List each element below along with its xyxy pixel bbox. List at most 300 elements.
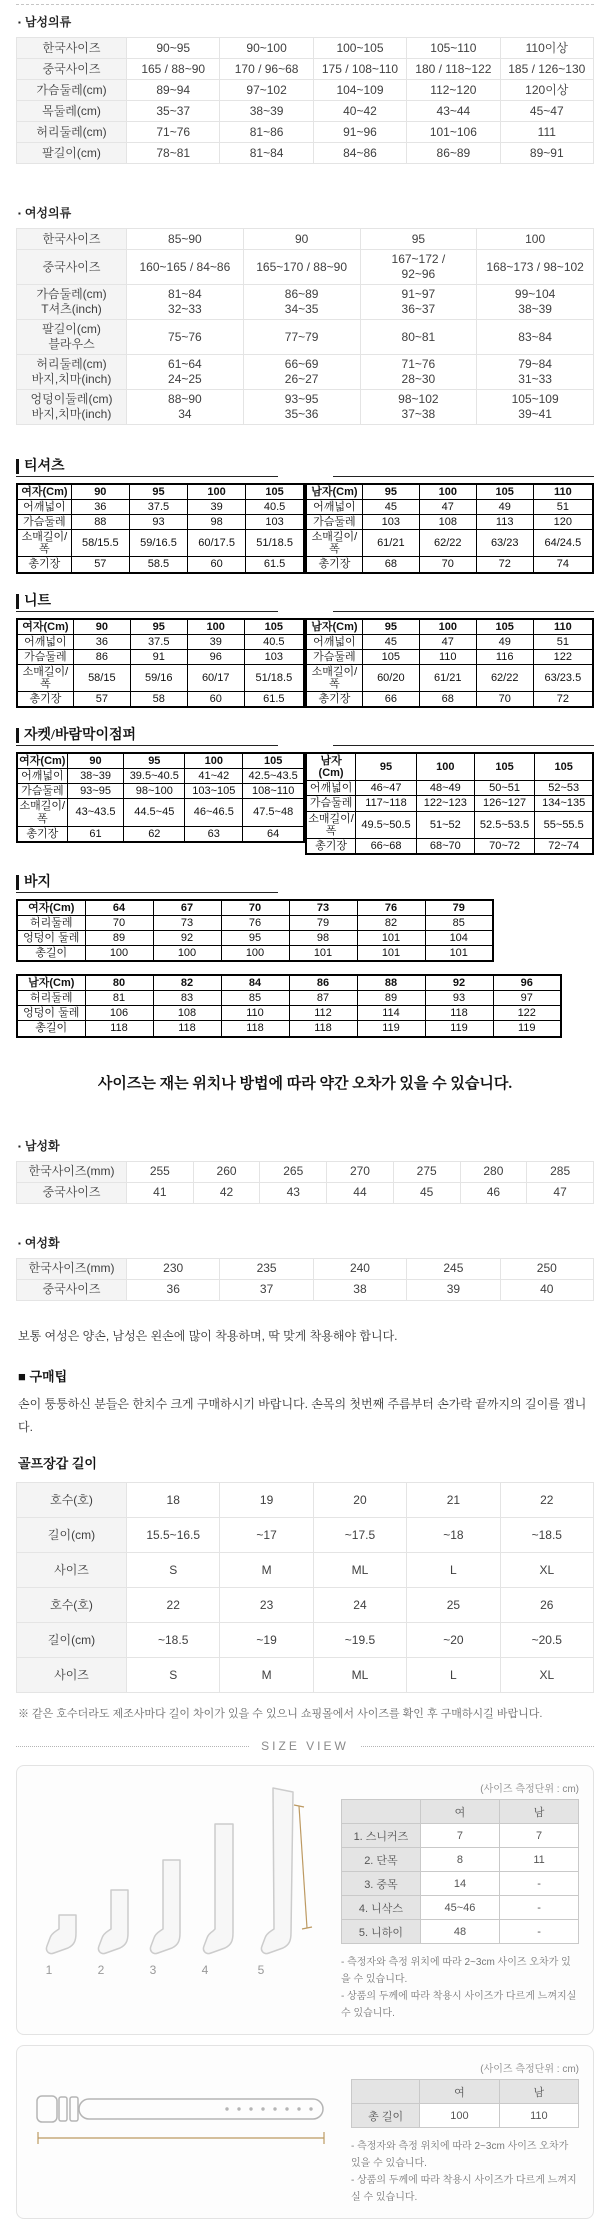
row-label: 길이(cm) (17, 1623, 127, 1658)
row-label: 허리둘레 (17, 991, 85, 1006)
row-label: 팔길이(cm) 블라우스 (17, 320, 127, 355)
table-row (17, 930, 493, 945)
golf-glove-heading: 골프장갑 길이 (18, 1456, 97, 1472)
table-row (342, 1848, 579, 1872)
table-row (17, 799, 304, 826)
table-cell: 92 (153, 930, 221, 945)
table-cell: 61/21 (419, 664, 476, 691)
row-label: 한국사이즈(mm) (17, 1161, 127, 1182)
table-cell: 70 (419, 557, 476, 573)
size-view-label: SIZE VIEW (261, 1739, 349, 1754)
row-label: 호수(호) (17, 1483, 127, 1518)
row-label: 총 길이 (352, 2104, 420, 2128)
table-row (17, 692, 304, 708)
table-cell: 91 (130, 649, 187, 664)
sock-number-label: 3 (149, 1963, 157, 1978)
table-cell: 72 (476, 557, 533, 573)
table-cell: 68~70 (416, 838, 474, 854)
table-cell: 93~95 (67, 784, 124, 799)
column-header: 여자(Cm) (17, 753, 67, 769)
table-cell: 60/17 (187, 664, 244, 691)
column-header: 남자(Cm) (306, 619, 362, 635)
table-cell: 110 (221, 1006, 289, 1021)
row-label: 가슴둘레 (306, 515, 362, 530)
table-cell: 104~109 (313, 80, 406, 101)
table-row (306, 557, 593, 573)
table-cell: 119 (357, 1021, 425, 1037)
column-header (342, 1800, 421, 1824)
table-cell: 105~109 39~41 (477, 390, 594, 425)
table-cell: 47 (419, 634, 476, 649)
table-cell: 83~84 (477, 320, 594, 355)
table-cell: 96 (187, 649, 244, 664)
heading-underline (333, 590, 595, 612)
table-cell: 112 (289, 1006, 357, 1021)
measure-disclaimer: 사이즈는 재는 위치나 방법에 따라 약간 오차가 있을 수 있습니다. (97, 1075, 513, 1092)
row-label: 소매길이/폭 (17, 799, 67, 826)
table-cell: 23 (220, 1588, 313, 1623)
column-header: 105 (244, 619, 304, 635)
table (305, 752, 594, 855)
table-cell: 8 (420, 1848, 499, 1872)
table-cell: 60/20 (362, 664, 419, 691)
table-cell: 85~90 (127, 229, 244, 250)
heading-text: 티셔츠 (16, 459, 65, 474)
table-cell: 103 (244, 649, 304, 664)
row-label: 총기장 (17, 826, 67, 842)
row-label: 어깨넓이 (306, 500, 362, 515)
table-cell: 60 (187, 692, 244, 708)
table-cell: 57 (71, 557, 129, 573)
heading-text: 구매팁 (29, 1368, 68, 1384)
table-cell: 122 (533, 649, 593, 664)
table-cell: 103 (246, 515, 304, 530)
table-cell: 103~105 (185, 784, 243, 799)
table-cell: L (407, 1553, 500, 1588)
table-row (306, 692, 593, 708)
table-row (17, 1483, 594, 1518)
table-cell: XL (500, 1658, 593, 1693)
table-row (342, 1872, 579, 1896)
table-cell: 45 (393, 1182, 460, 1203)
table-cell: 100 (420, 2104, 499, 2128)
table-cell: ~19 (220, 1623, 313, 1658)
knit-women-table (16, 618, 305, 709)
table-cell: 87 (289, 991, 357, 1006)
column-header: 90 (67, 753, 124, 769)
table-row (17, 355, 594, 390)
table-cell: 45 (362, 634, 419, 649)
table-cell: 106 (85, 1006, 153, 1021)
table-row (352, 2104, 579, 2128)
table-cell: 47 (419, 500, 476, 515)
table-cell: 250 (500, 1258, 593, 1279)
table-row (17, 557, 304, 573)
bullet-icon: ▪ (18, 1141, 21, 1151)
table-cell: 45~46 (420, 1896, 499, 1920)
table (16, 1161, 594, 1204)
row-label: 중국사이즈 (17, 1182, 127, 1203)
table-cell: 168~173 / 98~102 (477, 250, 594, 285)
row-label: 중국사이즈 (17, 1279, 127, 1300)
table-cell: ~20.5 (500, 1623, 593, 1658)
row-label: 가슴둘레 (17, 515, 71, 530)
table-cell: 40.5 (244, 634, 304, 649)
table-cell: 62/22 (476, 664, 533, 691)
belt-size-panel (351, 2058, 579, 2206)
sock-2-shape (98, 1890, 128, 1954)
table-cell: 88 (71, 515, 129, 530)
column-header: 100 (419, 484, 476, 500)
heading-spacer (333, 871, 595, 893)
table-cell: 112~120 (407, 80, 500, 101)
table-cell: 89 (85, 930, 153, 945)
table-cell: 101 (289, 946, 357, 962)
table-cell: 110이상 (500, 38, 593, 59)
table-cell: 61.5 (244, 692, 304, 708)
table-cell: 61~64 24~25 (127, 355, 244, 390)
table-cell: 40.5 (246, 500, 304, 515)
row-label: 가슴둘레 (17, 649, 73, 664)
womens-shoes-table (16, 1258, 594, 1301)
table-cell: 265 (260, 1161, 327, 1182)
column-header: 76 (357, 900, 425, 916)
table-cell: 72~74 (535, 838, 593, 854)
table-cell: 285 (527, 1161, 594, 1182)
table (305, 618, 594, 709)
column-header: 79 (425, 900, 493, 916)
table-cell: 68 (362, 557, 419, 573)
table-cell: 98 (188, 515, 246, 530)
table (16, 974, 562, 1037)
column-header: 96 (493, 975, 561, 991)
table-cell: 86~89 (407, 143, 500, 164)
belt-keeper (59, 2097, 67, 2121)
table-cell: 98~100 (124, 784, 185, 799)
row-label: 사이즈 (17, 1658, 127, 1693)
table-cell: 36 (127, 1279, 220, 1300)
table-cell: 91~97 36~37 (360, 285, 477, 320)
table-row (17, 1518, 594, 1553)
table-row (17, 229, 594, 250)
table-row (306, 530, 593, 557)
column-header: 여자(Cm) (17, 619, 73, 635)
table-row (17, 649, 304, 664)
header-row (306, 619, 593, 635)
table-cell: 90 (243, 229, 360, 250)
size-view-divider (16, 1739, 594, 1753)
table-cell: 260 (193, 1161, 260, 1182)
table-cell: 89 (357, 991, 425, 1006)
table-cell: 42.5~43.5 (243, 769, 304, 784)
table-row (342, 1896, 579, 1920)
table-cell: 76 (221, 915, 289, 930)
column-header: 남 (500, 1800, 579, 1824)
bullet-icon: ▪ (18, 209, 21, 218)
jacket-men-table (305, 752, 594, 855)
table-cell: 61 (67, 826, 124, 842)
table-cell: 49 (476, 500, 533, 515)
table-cell: 70 (85, 915, 153, 930)
socks-size-table (341, 1799, 579, 1944)
table-cell: 73 (153, 915, 221, 930)
table-cell: 21 (407, 1483, 500, 1518)
table-cell: 81 (85, 991, 153, 1006)
table-row (17, 143, 594, 164)
socks-drawing-svg (31, 1778, 331, 1993)
table-cell: 26 (500, 1588, 593, 1623)
sock-number-label: 5 (257, 1963, 265, 1978)
table (305, 483, 594, 574)
table-cell: 11 (500, 1848, 579, 1872)
table-cell: 122~123 (416, 796, 474, 811)
table-cell: 89~91 (500, 143, 593, 164)
belt-illustration (31, 2058, 341, 2206)
column-header: 105 (476, 619, 533, 635)
sock-5-shape (261, 1788, 293, 1954)
mens-clothing-heading (18, 13, 594, 30)
row-label: 소매길이/폭 (17, 664, 73, 691)
table-cell: 39 (188, 500, 246, 515)
table-cell: 36 (71, 500, 129, 515)
table-cell: 245 (407, 1258, 500, 1279)
table-cell: 98 (289, 930, 357, 945)
table-cell: 44.5~45 (124, 799, 185, 826)
table (16, 618, 305, 709)
row-label: 어깨넓이 (306, 634, 362, 649)
table-cell: 37.5 (130, 634, 187, 649)
table-cell: 100 (85, 946, 153, 962)
table-cell: 63/23 (476, 530, 533, 557)
row-label: 허리둘레(cm) 바지,치마(inch) (17, 355, 127, 390)
column-header: 100 (188, 484, 246, 500)
bullet-icon: ▪ (18, 18, 21, 27)
row-label: 소매길이/폭 (17, 530, 71, 557)
column-header: 105 (243, 753, 304, 769)
column-header: 100 (419, 619, 476, 635)
row-label: 엉덩이 둘레 (17, 930, 85, 945)
table-cell: 117~118 (356, 796, 417, 811)
table (341, 1799, 579, 1944)
header-row (17, 975, 561, 991)
measure-line (38, 2132, 324, 2144)
column-header: 남자(Cm) (306, 484, 362, 500)
column-header: 여자(Cm) (17, 484, 71, 500)
table-cell: 77~79 (243, 320, 360, 355)
row-label: 5. 니하이 (342, 1920, 421, 1944)
note-line: - 상품의 두께에 따라 착용시 사이즈가 다르게 느껴지실 수 있습니다. (341, 1991, 577, 2020)
row-label: 허리둘레(cm) (17, 122, 127, 143)
table-row (17, 769, 304, 784)
table-cell: 101~106 (407, 122, 500, 143)
table-cell: 57 (73, 692, 130, 708)
table-cell: 175 / 108~110 (313, 59, 406, 80)
table-row (17, 1623, 594, 1658)
table-cell: 61.5 (246, 557, 304, 573)
table-cell: 38 (313, 1279, 406, 1300)
table-cell: 41~42 (185, 769, 243, 784)
column-header: 남자(Cm) (306, 753, 356, 781)
table-cell: 99~104 38~39 (477, 285, 594, 320)
table-cell: 118 (289, 1021, 357, 1037)
table-cell: 101 (357, 946, 425, 962)
row-label: 중국사이즈 (17, 59, 127, 80)
column-header: 95 (124, 753, 185, 769)
table-row (306, 781, 593, 796)
column-header: 110 (533, 484, 593, 500)
table-row (17, 784, 304, 799)
table-cell: 66~69 26~27 (243, 355, 360, 390)
table-cell: 100 (221, 946, 289, 962)
row-label: 중국사이즈 (17, 250, 127, 285)
table (16, 752, 305, 843)
belt-buckle (37, 2096, 57, 2122)
belt-size-table (351, 2079, 579, 2128)
golf-glove-note: ※ 같은 호수더라도 제조사마다 길이 차이가 있을 수 있으니 쇼핑몰에서 사이즈를 확인 후 구매하시길 바랍니다. (18, 1708, 543, 1721)
table-row (17, 80, 594, 101)
row-label: 총길이 (17, 946, 85, 962)
sock-number-label: 2 (97, 1963, 105, 1978)
column-header: 여자(Cm) (17, 900, 85, 916)
table-cell: 62/22 (419, 530, 476, 557)
table-cell: 45~47 (500, 101, 593, 122)
table-row (306, 634, 593, 649)
column-header: 90 (73, 619, 130, 635)
socks-size-panel (341, 1778, 579, 2022)
womens-shoes-heading (18, 1234, 594, 1251)
table-cell: 85 (425, 915, 493, 930)
column-header: 82 (153, 975, 221, 991)
table-cell: 63 (185, 826, 243, 842)
table-cell: 22 (127, 1588, 220, 1623)
heading-text: 남성의류 (24, 15, 72, 29)
table-row (17, 634, 304, 649)
table-cell: 100 (477, 229, 594, 250)
table-cell: 14 (420, 1872, 499, 1896)
table-cell: ~20 (407, 1623, 500, 1658)
table-cell: 19 (220, 1483, 313, 1518)
table-row (306, 811, 593, 838)
table-cell: 71~76 (127, 122, 220, 143)
header-row (352, 2080, 579, 2104)
table-cell: 275 (393, 1161, 460, 1182)
table-cell: 44 (327, 1182, 394, 1203)
table-cell: 110 (499, 2104, 578, 2128)
table-row (17, 1006, 561, 1021)
table-cell: 64 (243, 826, 304, 842)
table-cell: 93 (425, 991, 493, 1006)
womens-clothing-heading (18, 204, 594, 221)
column-header: 105 (535, 753, 593, 781)
row-label: 2. 단목 (342, 1848, 421, 1872)
row-label: 엉덩이둘레(cm) 바지,치마(inch) (17, 390, 127, 425)
glove-wear-note: 보통 여성은 양손, 남성은 왼손에 많이 착용하며, 딱 맞게 착용해야 합니다. (18, 1328, 398, 1343)
column-header: 여 (420, 2080, 499, 2104)
table-row (342, 1920, 579, 1944)
top-divider (16, 4, 594, 5)
column-header: 100 (416, 753, 474, 781)
dotted-line (16, 1746, 249, 1747)
table-cell: ML (313, 1658, 406, 1693)
table-cell: 40~42 (313, 101, 406, 122)
column-header: 105 (476, 484, 533, 500)
table-cell: 86~89 34~35 (243, 285, 360, 320)
table-cell: 68 (419, 692, 476, 708)
table-cell: 86 (73, 649, 130, 664)
row-label: 총기장 (306, 557, 362, 573)
row-label: 호수(호) (17, 1588, 127, 1623)
heading-text: 바지 (16, 875, 51, 890)
table-cell: 82 (357, 915, 425, 930)
table-cell: 114 (357, 1006, 425, 1021)
table-cell: M (220, 1658, 313, 1693)
table-cell: 58 (130, 692, 187, 708)
table-cell: 85 (221, 991, 289, 1006)
table-cell: 51/18.5 (246, 530, 304, 557)
table-cell: 78~81 (127, 143, 220, 164)
knit-section-heading (16, 590, 594, 612)
column-header: 여 (420, 1800, 499, 1824)
table-cell: 75~76 (127, 320, 244, 355)
tshirt-men-table (305, 483, 594, 574)
bullet-icon: ▪ (18, 1238, 21, 1248)
tshirt-women-table (16, 483, 305, 574)
table-cell: 88~90 34 (127, 390, 244, 425)
heading-text: 남성화 (24, 1138, 60, 1153)
column-header: 70 (221, 900, 289, 916)
table-cell: 119 (425, 1021, 493, 1037)
table-cell: 118 (221, 1021, 289, 1037)
table-cell: 81~86 (220, 122, 313, 143)
table-cell: 55~55.5 (535, 811, 593, 838)
table-cell: 167~172 / 92~96 (360, 250, 477, 285)
table-cell: 46 (460, 1182, 527, 1203)
table-cell: 45 (362, 500, 419, 515)
column-header: 105 (246, 484, 304, 500)
column-header: 100 (185, 753, 243, 769)
table-cell: 180 / 118~122 (407, 59, 500, 80)
table-row (17, 500, 304, 515)
table-cell: 43~44 (407, 101, 500, 122)
column-header: 95 (362, 619, 419, 635)
column-header: 남자(Cm) (17, 975, 85, 991)
table-cell: 81~84 32~33 (127, 285, 244, 320)
belt-size-view-box (16, 2045, 594, 2219)
column-header: 95 (129, 484, 187, 500)
column-header: 86 (289, 975, 357, 991)
table-cell: ~17 (220, 1518, 313, 1553)
table-cell: 165 / 88~90 (127, 59, 220, 80)
row-label: 사이즈 (17, 1553, 127, 1588)
table-cell: 51/18.5 (244, 664, 304, 691)
table-row (17, 946, 493, 962)
header-row (17, 753, 304, 769)
table-cell: 120 (533, 515, 593, 530)
table-cell: 37.5 (129, 500, 187, 515)
row-label: 1. 스니커즈 (342, 1824, 421, 1848)
table-cell: 66~68 (356, 838, 417, 854)
womens-clothing-table (16, 228, 594, 425)
table-cell: - (500, 1896, 579, 1920)
table-cell: 98~102 37~38 (360, 390, 477, 425)
unit-label: (사이즈 측정단위 : cm) (480, 1784, 579, 1796)
table-cell: 59/16.5 (129, 530, 187, 557)
header-row (17, 900, 493, 916)
table-cell: 165~170 / 88~90 (243, 250, 360, 285)
table-cell: 120이상 (500, 80, 593, 101)
row-label: 총길이 (17, 1021, 85, 1037)
table-cell: 100~105 (313, 38, 406, 59)
